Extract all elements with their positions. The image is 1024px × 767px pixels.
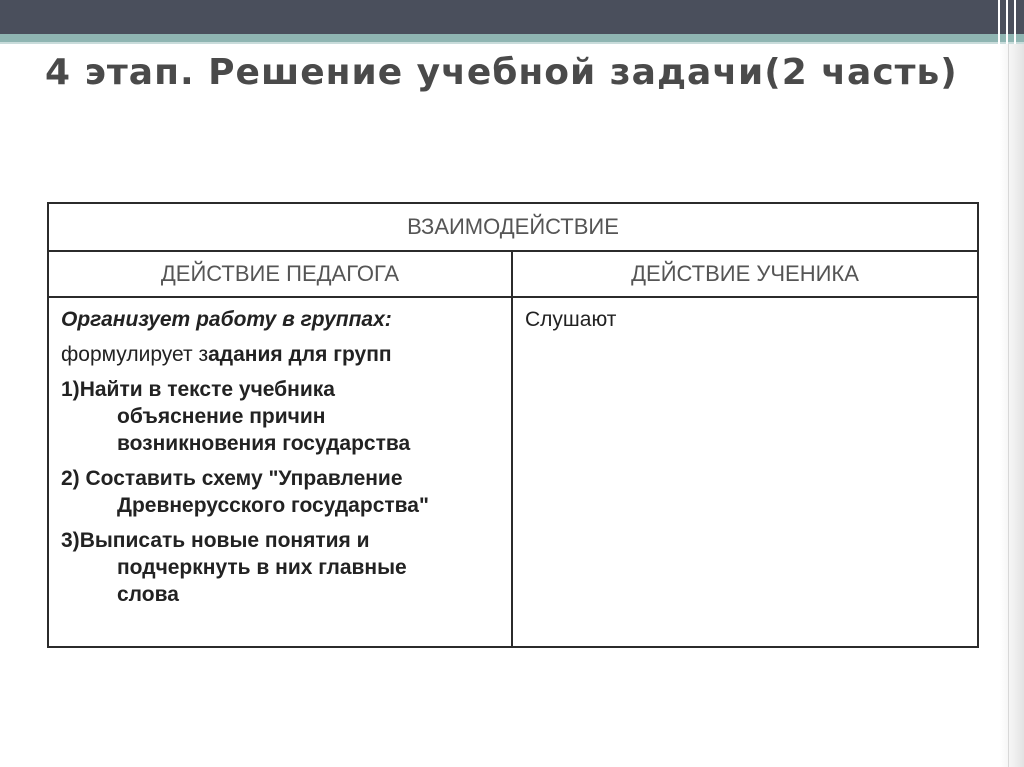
table-header-interaction: ВЗАИМОДЕЙСТВИЕ	[48, 203, 978, 251]
page-edge-line	[1008, 44, 1009, 767]
task-3-number: 3)	[61, 529, 80, 552]
formulate-prefix: формулирует з	[61, 343, 209, 366]
task-1-line-1: Найти в тексте учебника	[79, 378, 335, 401]
page-edge-shadow	[1000, 44, 1024, 767]
top-accent-line	[0, 42, 1024, 44]
task-item-2	[61, 465, 501, 519]
task-1-number: 1)	[61, 378, 80, 401]
task-1-line-3: возникновения государства	[117, 432, 411, 455]
task-2-line-1: Составить схему "Управление	[85, 467, 403, 490]
teacher-formulate	[61, 341, 501, 368]
column-header-teacher: ДЕЙСТВИЕ ПЕДАГОГА	[48, 251, 512, 297]
task-2-number: 2)	[61, 467, 86, 490]
task-item-1	[61, 376, 501, 457]
interaction-table	[47, 202, 979, 648]
teacher-actions-cell	[48, 297, 512, 647]
corner-stripes	[994, 0, 1024, 44]
column-header-student: ДЕЙСТВИЕ УЧЕНИКА	[512, 251, 978, 297]
task-3-line-1: Выписать новые понятия и	[79, 529, 370, 552]
task-1-line-2: объяснение причин	[117, 405, 326, 428]
task-3-line-3: слова	[117, 583, 179, 606]
task-2-line-2: Древнерусского государства"	[117, 494, 429, 517]
top-decor-bar	[0, 0, 1024, 34]
student-action-text: Слушают	[525, 308, 617, 331]
formulate-bold: адания для групп	[208, 343, 392, 366]
teacher-intro: Организует работу в группах:	[61, 308, 392, 331]
slide-title: 4 этап. Решение учебной задачи(2 часть)	[45, 52, 958, 93]
student-actions-cell	[512, 297, 978, 647]
task-3-line-2: подчеркнуть в них главные	[117, 556, 407, 579]
top-accent-bar	[0, 34, 1024, 42]
task-item-3	[61, 527, 501, 608]
